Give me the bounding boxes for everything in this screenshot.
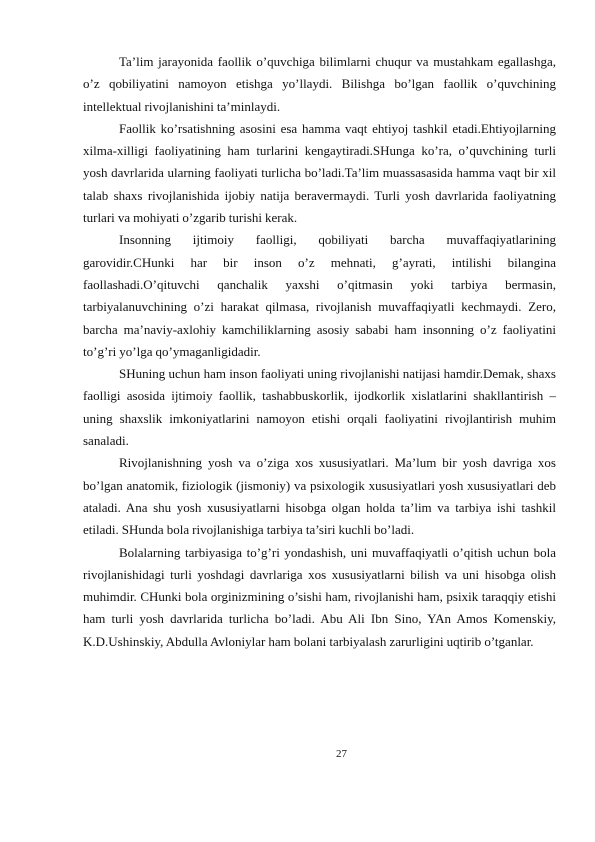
body-text — [83, 51, 556, 653]
page-number: 27 — [336, 748, 347, 760]
paragraph-2: Faollik ko’rsatishning asosini esa hamma vaqt ehtiyoj tashkil etadi.Ehtiyojlarning xilma-xilligi faoliyatining ham turlarini kengaytiradi.SHunga ko’ra, o’quvchining turli yosh davrlarida ularning faoliyati turlicha bo’ladi.Ta’lim muassasasida hamma vaqt bir xil talab shaxs rivojlanishida ijobiy natija beravermaydi. Turli yosh davrlarida faoliyatning turlari va mohiyati o’zgarib turishi kerak. — [83, 120, 556, 226]
paragraph-4: SHuning uchun ham inson faoliyati uning rivojlanishi natijasi hamdir.Demak, shaxs faolligi asosida ijtimoiy faollik, tashabbuskorlik, ijodkorlik xislatlarini shakllantirish – uning shaxslik imkoniyatlarini namoyon etishi orqali faoliyatini rivojlantirish muhim sanaladi. — [83, 366, 556, 449]
paragraph-6: Bolalarning tarbiyasiga to’g’ri yondashish, uni muvaffaqiyatli o’qitish uchun bola rivojlanishidagi turli yoshdagi davrlariga xos xususiyatlarni bilish va uni hisobga olish muhimdir. CHunki bola orginizmining o’sishi ham, rivojlanishi ham, psixik taraqqiy etishi ham turli yosh davrlarida turlicha bo’ladi. Abu Ali Ibn Sino, YAn Amos Komenskiy, K.D.Ushinskiy, Abdulla Avloniylar ham bolani tarbiyalash zarurligini uqtirib o’tganlar. — [83, 544, 556, 649]
paragraph-3: Insonning ijtimoiy faolligi, qobiliyati barcha muvaffaqiyatlarining garovidir.CHunki har bir inson o’z mehnati, g’ayrati, intilishi bilangina faollashadi.O’qituvchi qanchalik yaxshi o’qitmasin yoki tarbiya bermasin, tarbiyalanuvchining o’zi harakat qilmasa, rivojlanish muvaffaqiyatli kechmaydi. Zero, barcha ma’naviy-axlohiy kamchiliklarning asosiy sababi ham insonning o’z faoliyatini to’g’ri yo’lga qo’ymaganligidadir. — [83, 232, 556, 359]
paragraph-5: Rivojlanishning yosh va o’ziga xos xususiyatlari. Ma’lum bir yosh davriga xos bo’lgan anatomik, fiziologik (jismoniy) va psixologik xususiyatlari yosh xususiyatlari deb ataladi. Ana shu yosh xususiyatlarni hisobga olgan holda ta’lim va tarbiya ishi tashkil etiladi. SHunda bola rivojlanishiga tarbiya ta’siri kuchli bo’ladi. — [83, 455, 556, 538]
paragraph-1: Ta’lim jarayonida faollik o’quvchiga bilimlarni chuqur va mustahkam egallashga, o’z qobiliyatini namoyon etishga yo’llaydi. Bilishga bo’lgan faollik o’quvchining intellektual rivojlanishini ta’minlaydi. — [83, 54, 556, 114]
